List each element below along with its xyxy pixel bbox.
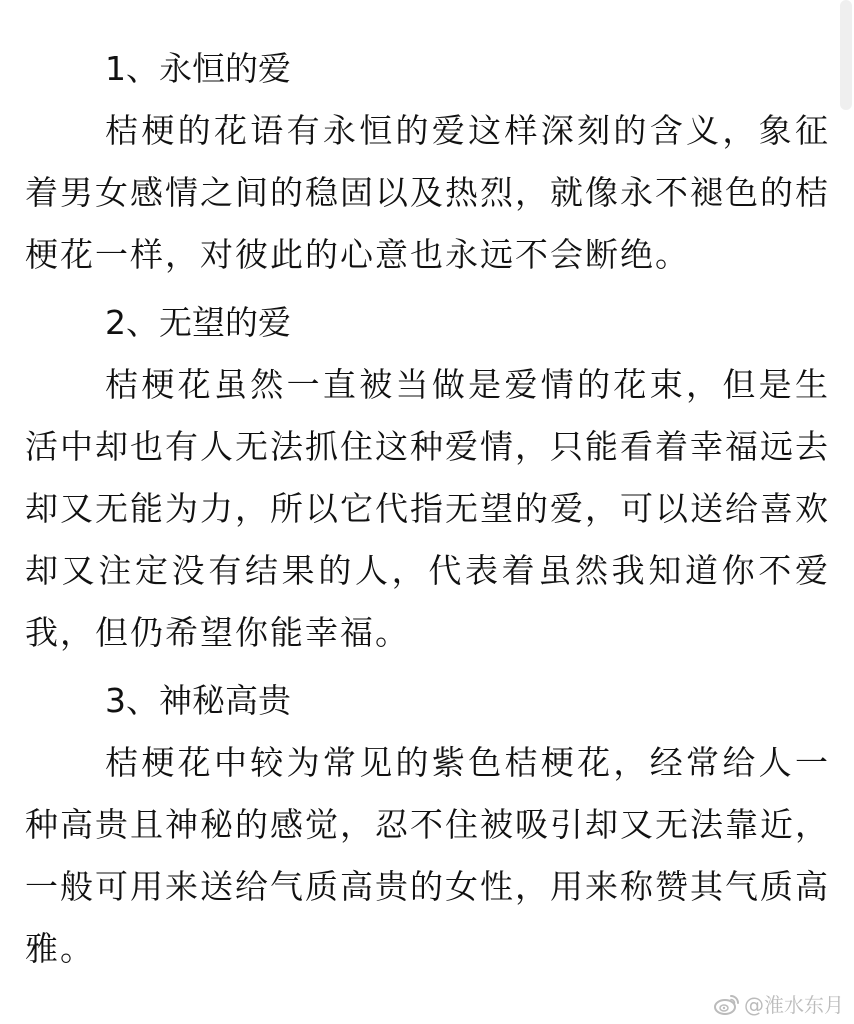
section-heading-1: 1、永恒的爱	[105, 49, 291, 88]
watermark-text: @淮水东月	[744, 993, 844, 1017]
section-heading-3: 3、神秘高贵	[105, 681, 291, 720]
watermark	[714, 989, 844, 1018]
section-heading-2: 2、无望的爱	[105, 303, 291, 342]
section-body-1: 桔梗的花语有永恒的爱这样深刻的含义，象征着男女感情之间的稳固以及热烈，就像永不褪色的桔梗花一样，对彼此的心意也永远不会断绝。	[25, 111, 830, 274]
section-body-2: 桔梗花虽然一直被当做是爱情的花束，但是生活中却也有人无法抓住这种爱情，只能看着幸福远去却又无能为力，所以它代指无望的爱，可以送给喜欢却又注定没有结果的人，代表着虽然我知道你不爱我，但仍希望你能幸福。	[25, 365, 830, 652]
article-content	[25, 38, 830, 986]
scrollbar[interactable]	[840, 0, 852, 110]
section-body-3: 桔梗花中较为常见的紫色桔梗花，经常给人一种高贵且神秘的感觉，忍不住被吸引却又无法靠近，一般可用来送给气质高贵的女性，用来称赞其气质高雅。	[25, 743, 830, 968]
weibo-icon	[714, 993, 740, 1015]
